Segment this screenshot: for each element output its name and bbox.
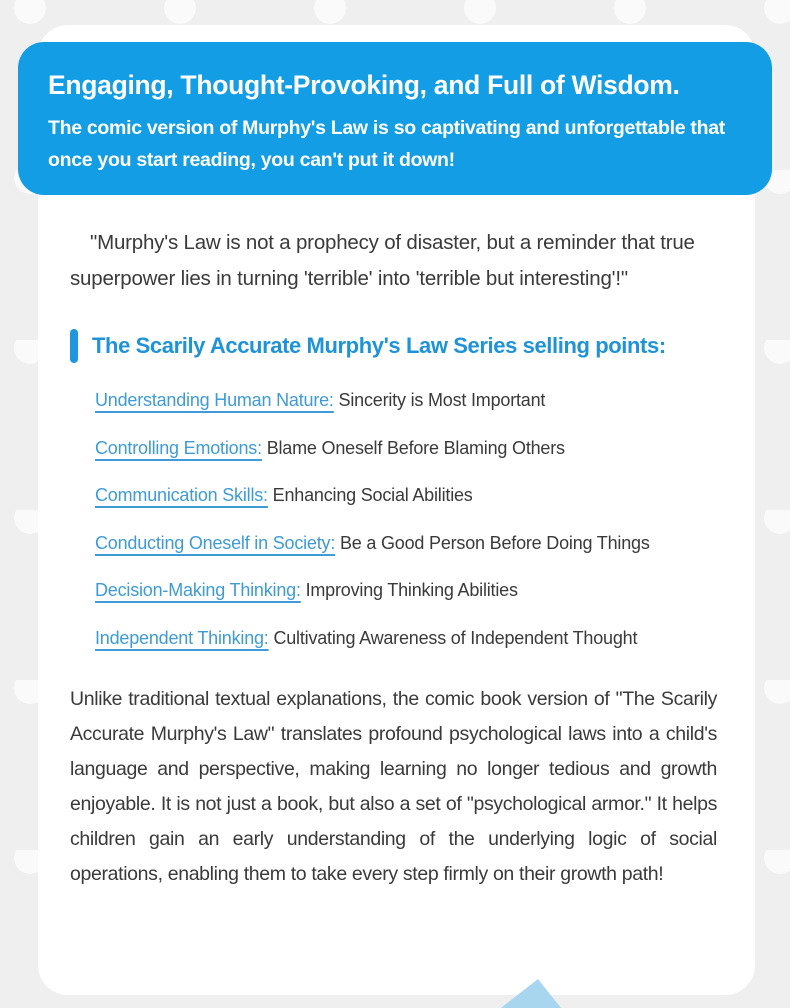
point-link[interactable]: Conducting Oneself in Society: bbox=[95, 532, 336, 553]
list-item bbox=[95, 534, 717, 553]
accent-bar bbox=[70, 329, 78, 363]
point-text: Enhancing Social Abilities bbox=[272, 485, 473, 505]
selling-points-heading bbox=[70, 329, 717, 363]
list-item bbox=[95, 391, 717, 410]
point-text: Blame Oneself Before Blaming Others bbox=[266, 437, 565, 458]
point-link[interactable]: Communication Skills: bbox=[95, 485, 268, 505]
list-item bbox=[95, 486, 717, 505]
point-link[interactable]: Decision-Making Thinking: bbox=[95, 580, 301, 600]
point-text: Improving Thinking Abilities bbox=[305, 580, 518, 600]
hero-banner bbox=[18, 42, 772, 195]
quote-text: "Murphy's Law is not a prophecy of disaster, but a reminder that true superpower lies in turning 'terrible' into 'terrible but interesting'!" bbox=[70, 231, 695, 290]
closing-paragraph: Unlike traditional textual explanations, the comic book version of "The Scarily Accurate Murphy's Law" translates profound psychological laws into a child's language and perspective, making learning no longer tedious and growth enjoyable. It is not just a book, but also a set of "psychological armor." It helps children gain an early understanding of the underlying logic of social operations, enabling them to take every step firmly on their growth path! bbox=[70, 687, 717, 885]
point-link[interactable]: Controlling Emotions: bbox=[95, 437, 262, 458]
list-item bbox=[95, 629, 717, 648]
list-item bbox=[95, 439, 717, 458]
selling-points-list bbox=[70, 391, 717, 648]
point-link[interactable]: Understanding Human Nature: bbox=[95, 390, 334, 410]
point-text: Sincerity is Most Important bbox=[338, 390, 546, 410]
point-text: Be a Good Person Before Doing Things bbox=[339, 532, 650, 553]
point-text: Cultivating Awareness of Independent Thought bbox=[273, 627, 638, 648]
hero-title: Engaging, Thought-Provoking, and Full of Wisdom. bbox=[48, 70, 680, 100]
list-item bbox=[95, 581, 717, 600]
hero-subtitle: The comic version of Murphy's Law is so captivating and unforgettable that once you start reading, you can't put it down! bbox=[48, 117, 725, 171]
point-link[interactable]: Independent Thinking: bbox=[95, 627, 269, 648]
selling-points-heading-text: The Scarily Accurate Murphy's Law Series selling points: bbox=[92, 333, 666, 358]
